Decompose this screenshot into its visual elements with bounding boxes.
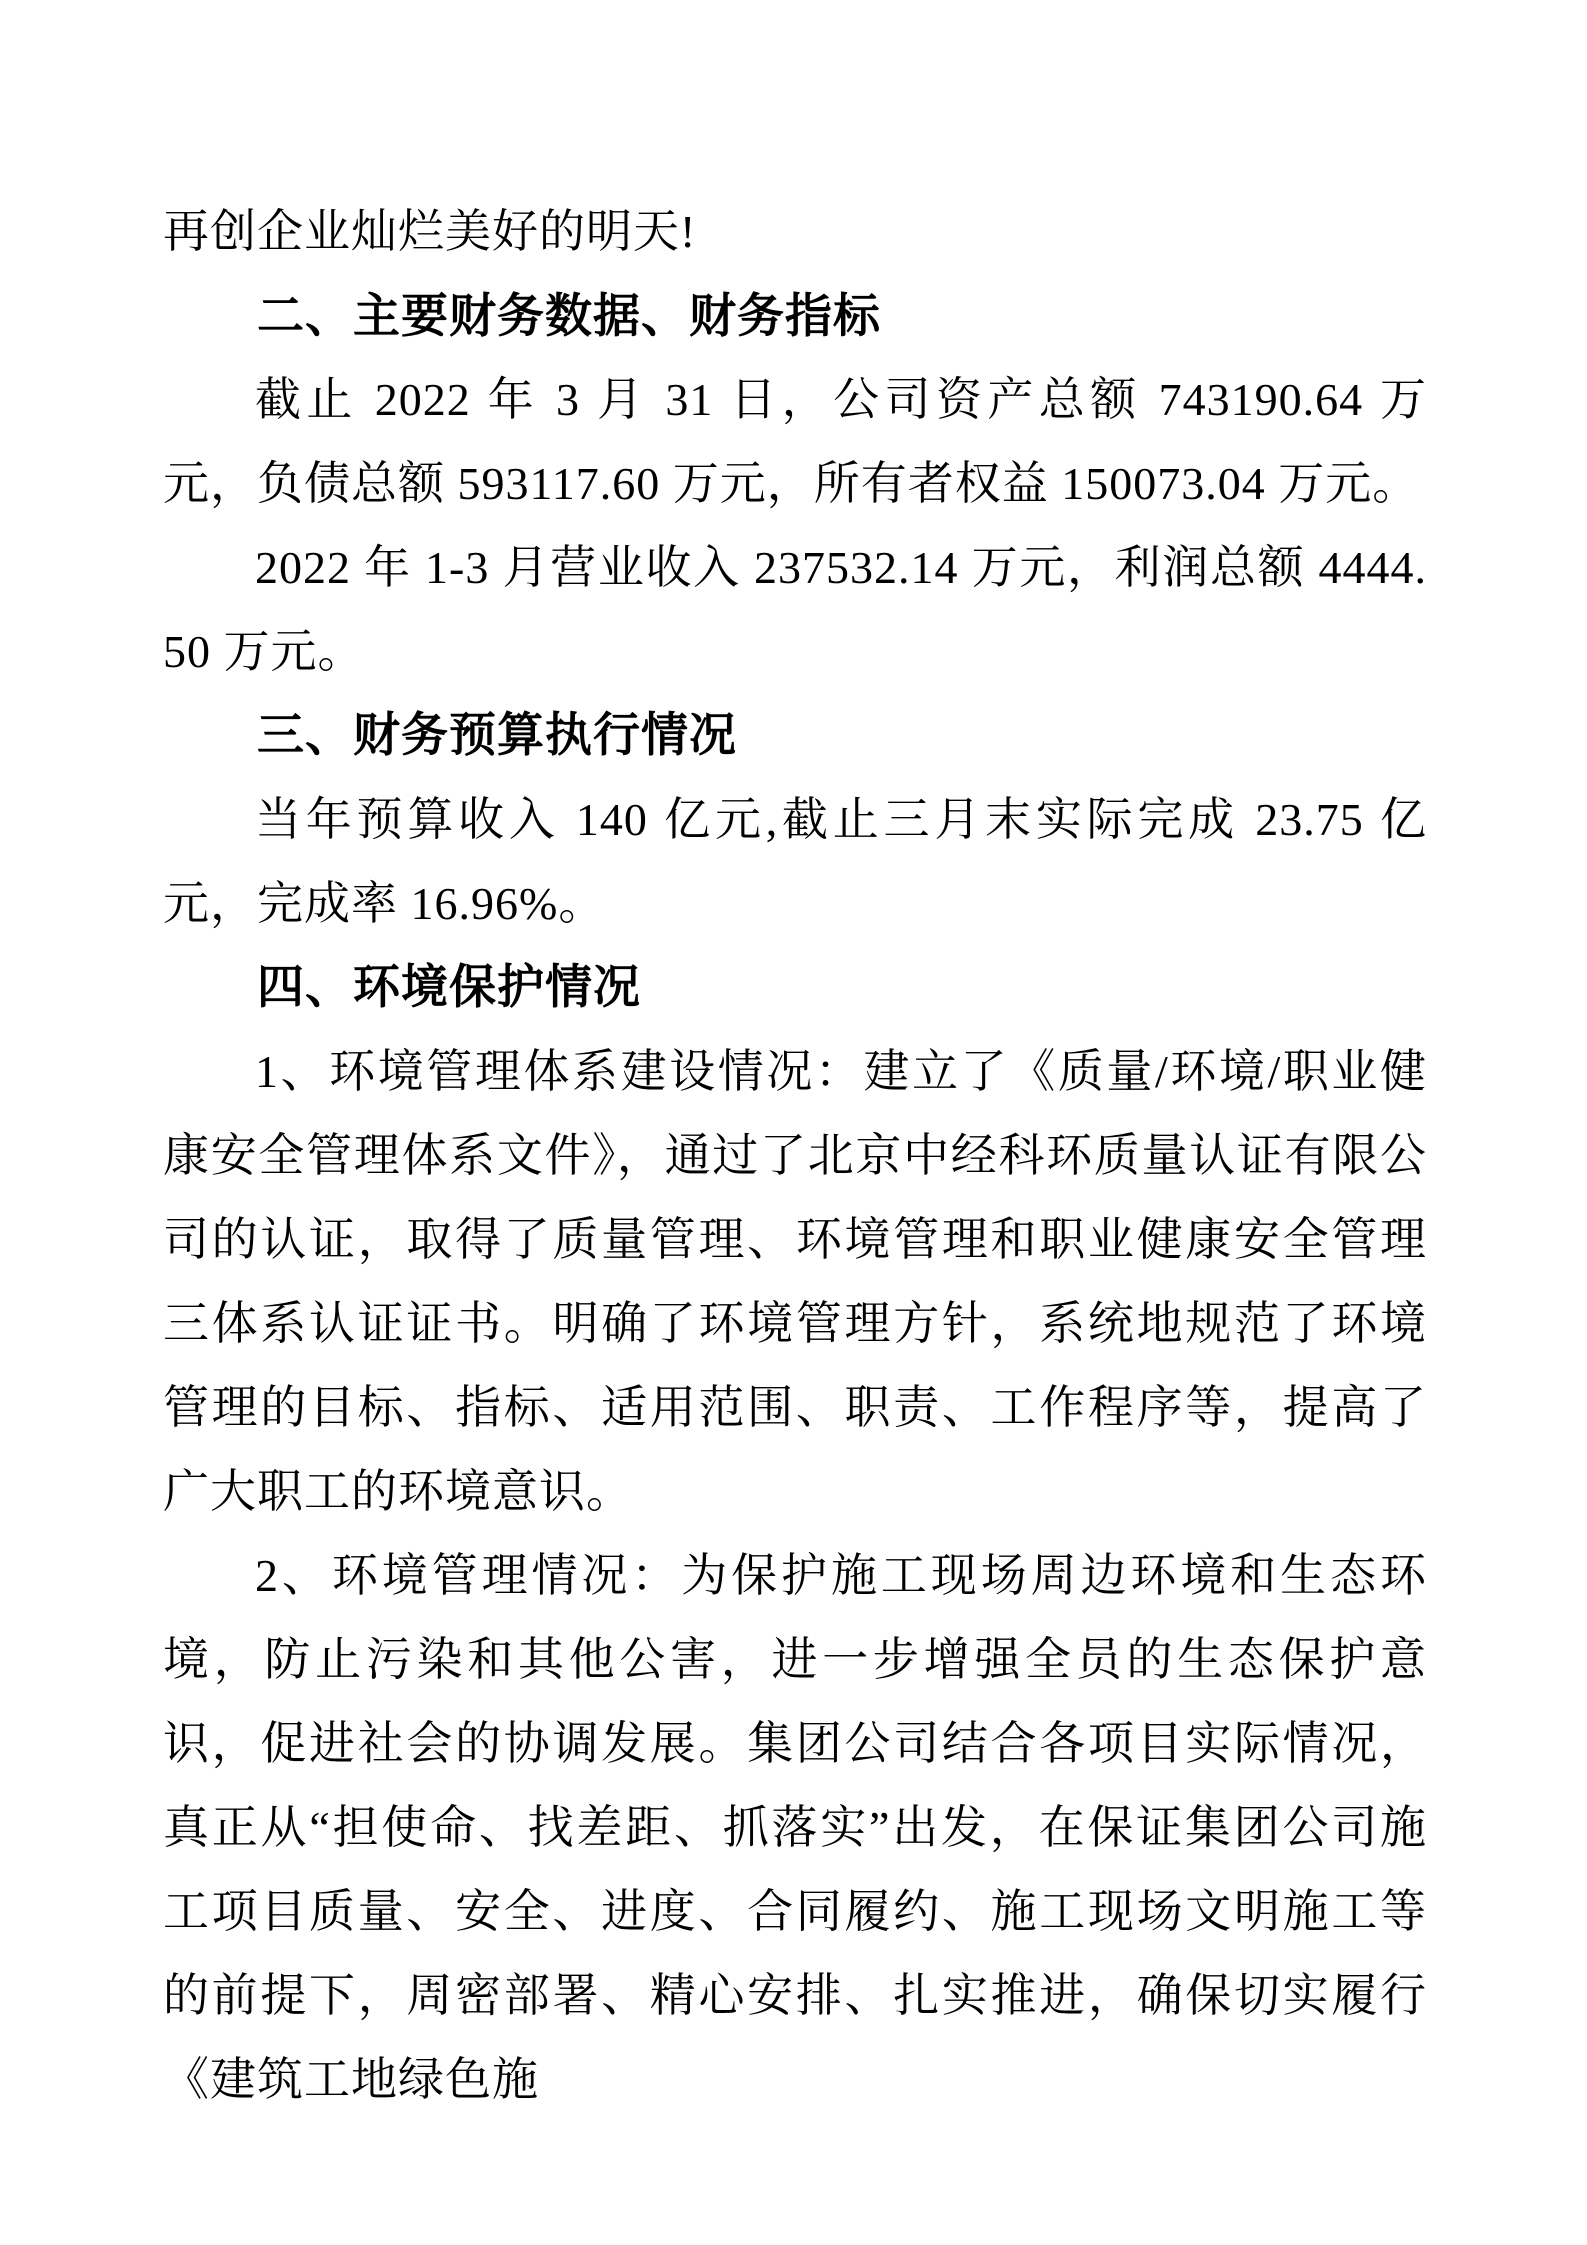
paragraph-environmental-management-status: 2、环境管理情况：为保护施工现场周边环境和生态环境，防止污染和其他公害，进一步增强全员的生态保护意识，促进社会的协调发展。集团公司结合各项目实际情况，真正从“担使命、找差距、抓落实”出发，在保证集团公司施工项目质量、安全、进度、合同履约、施工现场文明施工等的前提下，周密部署、精心安排、扎实推进，确保切实履行《建筑工地绿色施 xyxy=(163,1550,1427,2105)
heading-budget-execution: 三、财务预算执行情况 xyxy=(257,710,737,762)
closing-sentence: 再创企业灿烂美好的明天! xyxy=(163,206,697,257)
paragraph-revenue-profit-summary: 2022 年 1-3 月营业收入 237532.14 万元，利润总额 4444.50 万元。 xyxy=(163,542,1427,677)
heading-main-financial-data: 二、主要财务数据、财务指标 xyxy=(257,289,881,342)
paragraph-environmental-management-system: 1、环境管理体系建设情况：建立了《质量/环境/职业健康安全管理体系文件》，通过了北京中经科环质量认证有限公司的认证，取得了质量管理、环境管理和职业健康安全管理三体系认证证书。明确了环境管理方针，系统地规范了环境管理的目标、指标、适用范围、职责、工作程序等，提高了广大职工的环境意识。 xyxy=(163,1046,1427,1517)
paragraph-budget-execution-summary: 当年预算收入 140 亿元,截止三月末实际完成 23.75 亿元，完成率 16.96%。 xyxy=(163,794,1427,929)
heading-environmental-protection: 四、环境保护情况 xyxy=(257,962,641,1014)
paragraph-asset-liability-summary: 截止 2022 年 3 月 31 日，公司资产总额 743190.64 万元，负债总额 593117.60 万元，所有者权益 150073.04 万元。 xyxy=(163,374,1427,509)
